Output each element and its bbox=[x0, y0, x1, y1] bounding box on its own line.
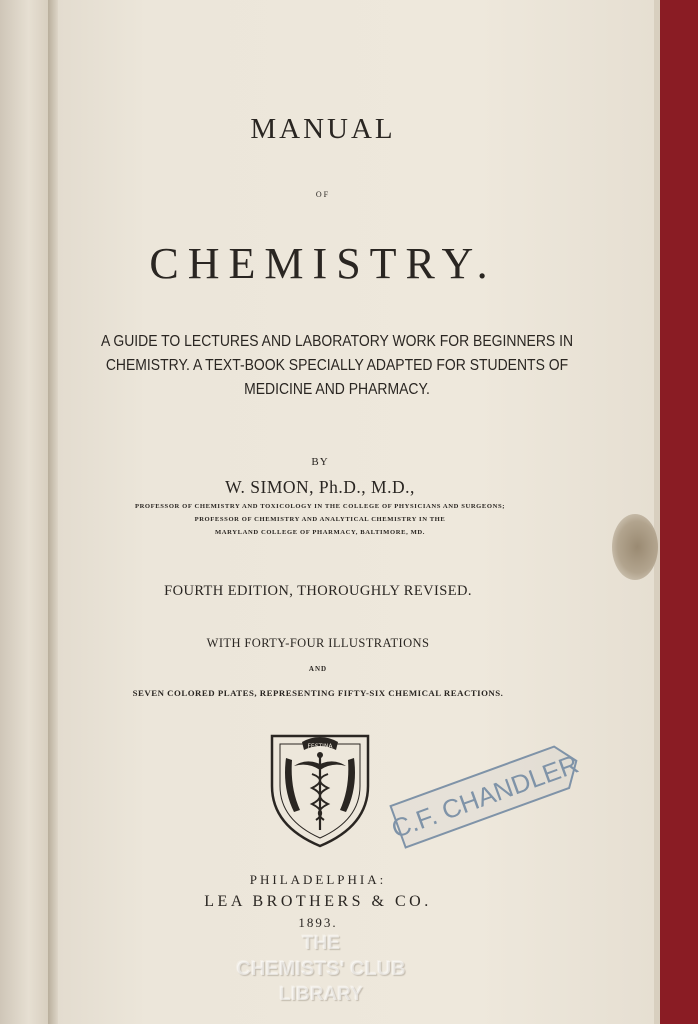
illustrations-line: WITH FORTY-FOUR ILLUSTRATIONS bbox=[206, 636, 430, 650]
facing-page bbox=[0, 0, 48, 1024]
author-affiliation-line: MARYLAND COLLEGE OF PHARMACY, BALTIMORE, MD. bbox=[214, 529, 426, 536]
owner-stamp bbox=[384, 726, 592, 860]
title-line-chemistry: CHEMISTRY. bbox=[149, 239, 497, 288]
book-gutter bbox=[48, 0, 58, 1024]
imprint-city: PHILADELPHIA: bbox=[249, 872, 387, 887]
author-affiliation-line: PROFESSOR OF CHEMISTRY AND ANALYTICAL CHEMISTRY IN THE bbox=[194, 516, 446, 523]
caduceus-shield-icon bbox=[266, 728, 374, 850]
title-line-of: OF bbox=[315, 190, 331, 199]
author-affiliation-line: PROFESSOR OF CHEMISTRY AND TOXICOLOGY IN THE COLLEGE OF PHYSICIANS AND SURGEONS; bbox=[134, 503, 506, 510]
illustrations-and: AND bbox=[308, 665, 328, 673]
stamp-text: C.F. CHANDLER bbox=[387, 748, 583, 844]
blindstamp-line: LIBRARY bbox=[279, 984, 363, 1005]
imprint-publisher: LEA BROTHERS & CO. bbox=[204, 893, 432, 910]
byline-by: BY bbox=[311, 456, 329, 468]
title-page bbox=[58, 0, 654, 1024]
stain-spot bbox=[612, 514, 658, 580]
emblem-motto-top: FESTINA bbox=[307, 743, 333, 750]
title-line-manual: MANUAL bbox=[250, 113, 396, 145]
blindstamp-line: THE bbox=[302, 933, 340, 954]
plates-line: SEVEN COLORED PLATES, REPRESENTING FIFTY-SIX CHEMICAL REACTIONS. bbox=[132, 688, 504, 698]
edition-statement: FOURTH EDITION, THOROUGHLY REVISED. bbox=[164, 583, 472, 599]
author-name: W. SIMON, Ph.D., M.D., bbox=[225, 477, 415, 497]
page-edge bbox=[654, 0, 660, 1024]
blindstamp-line: CHEMISTS' CLUB bbox=[236, 958, 406, 980]
imprint-year: 1893. bbox=[298, 915, 338, 930]
subtitle: A GUIDE TO LECTURES AND LABORATORY WORK FOR BEGINNERS IN CHEMISTRY. A TEXT-BOOK SPECIALLY ADAPTED FOR STUDENTS OF MEDICINE AND PHARMACY. bbox=[100, 333, 574, 398]
